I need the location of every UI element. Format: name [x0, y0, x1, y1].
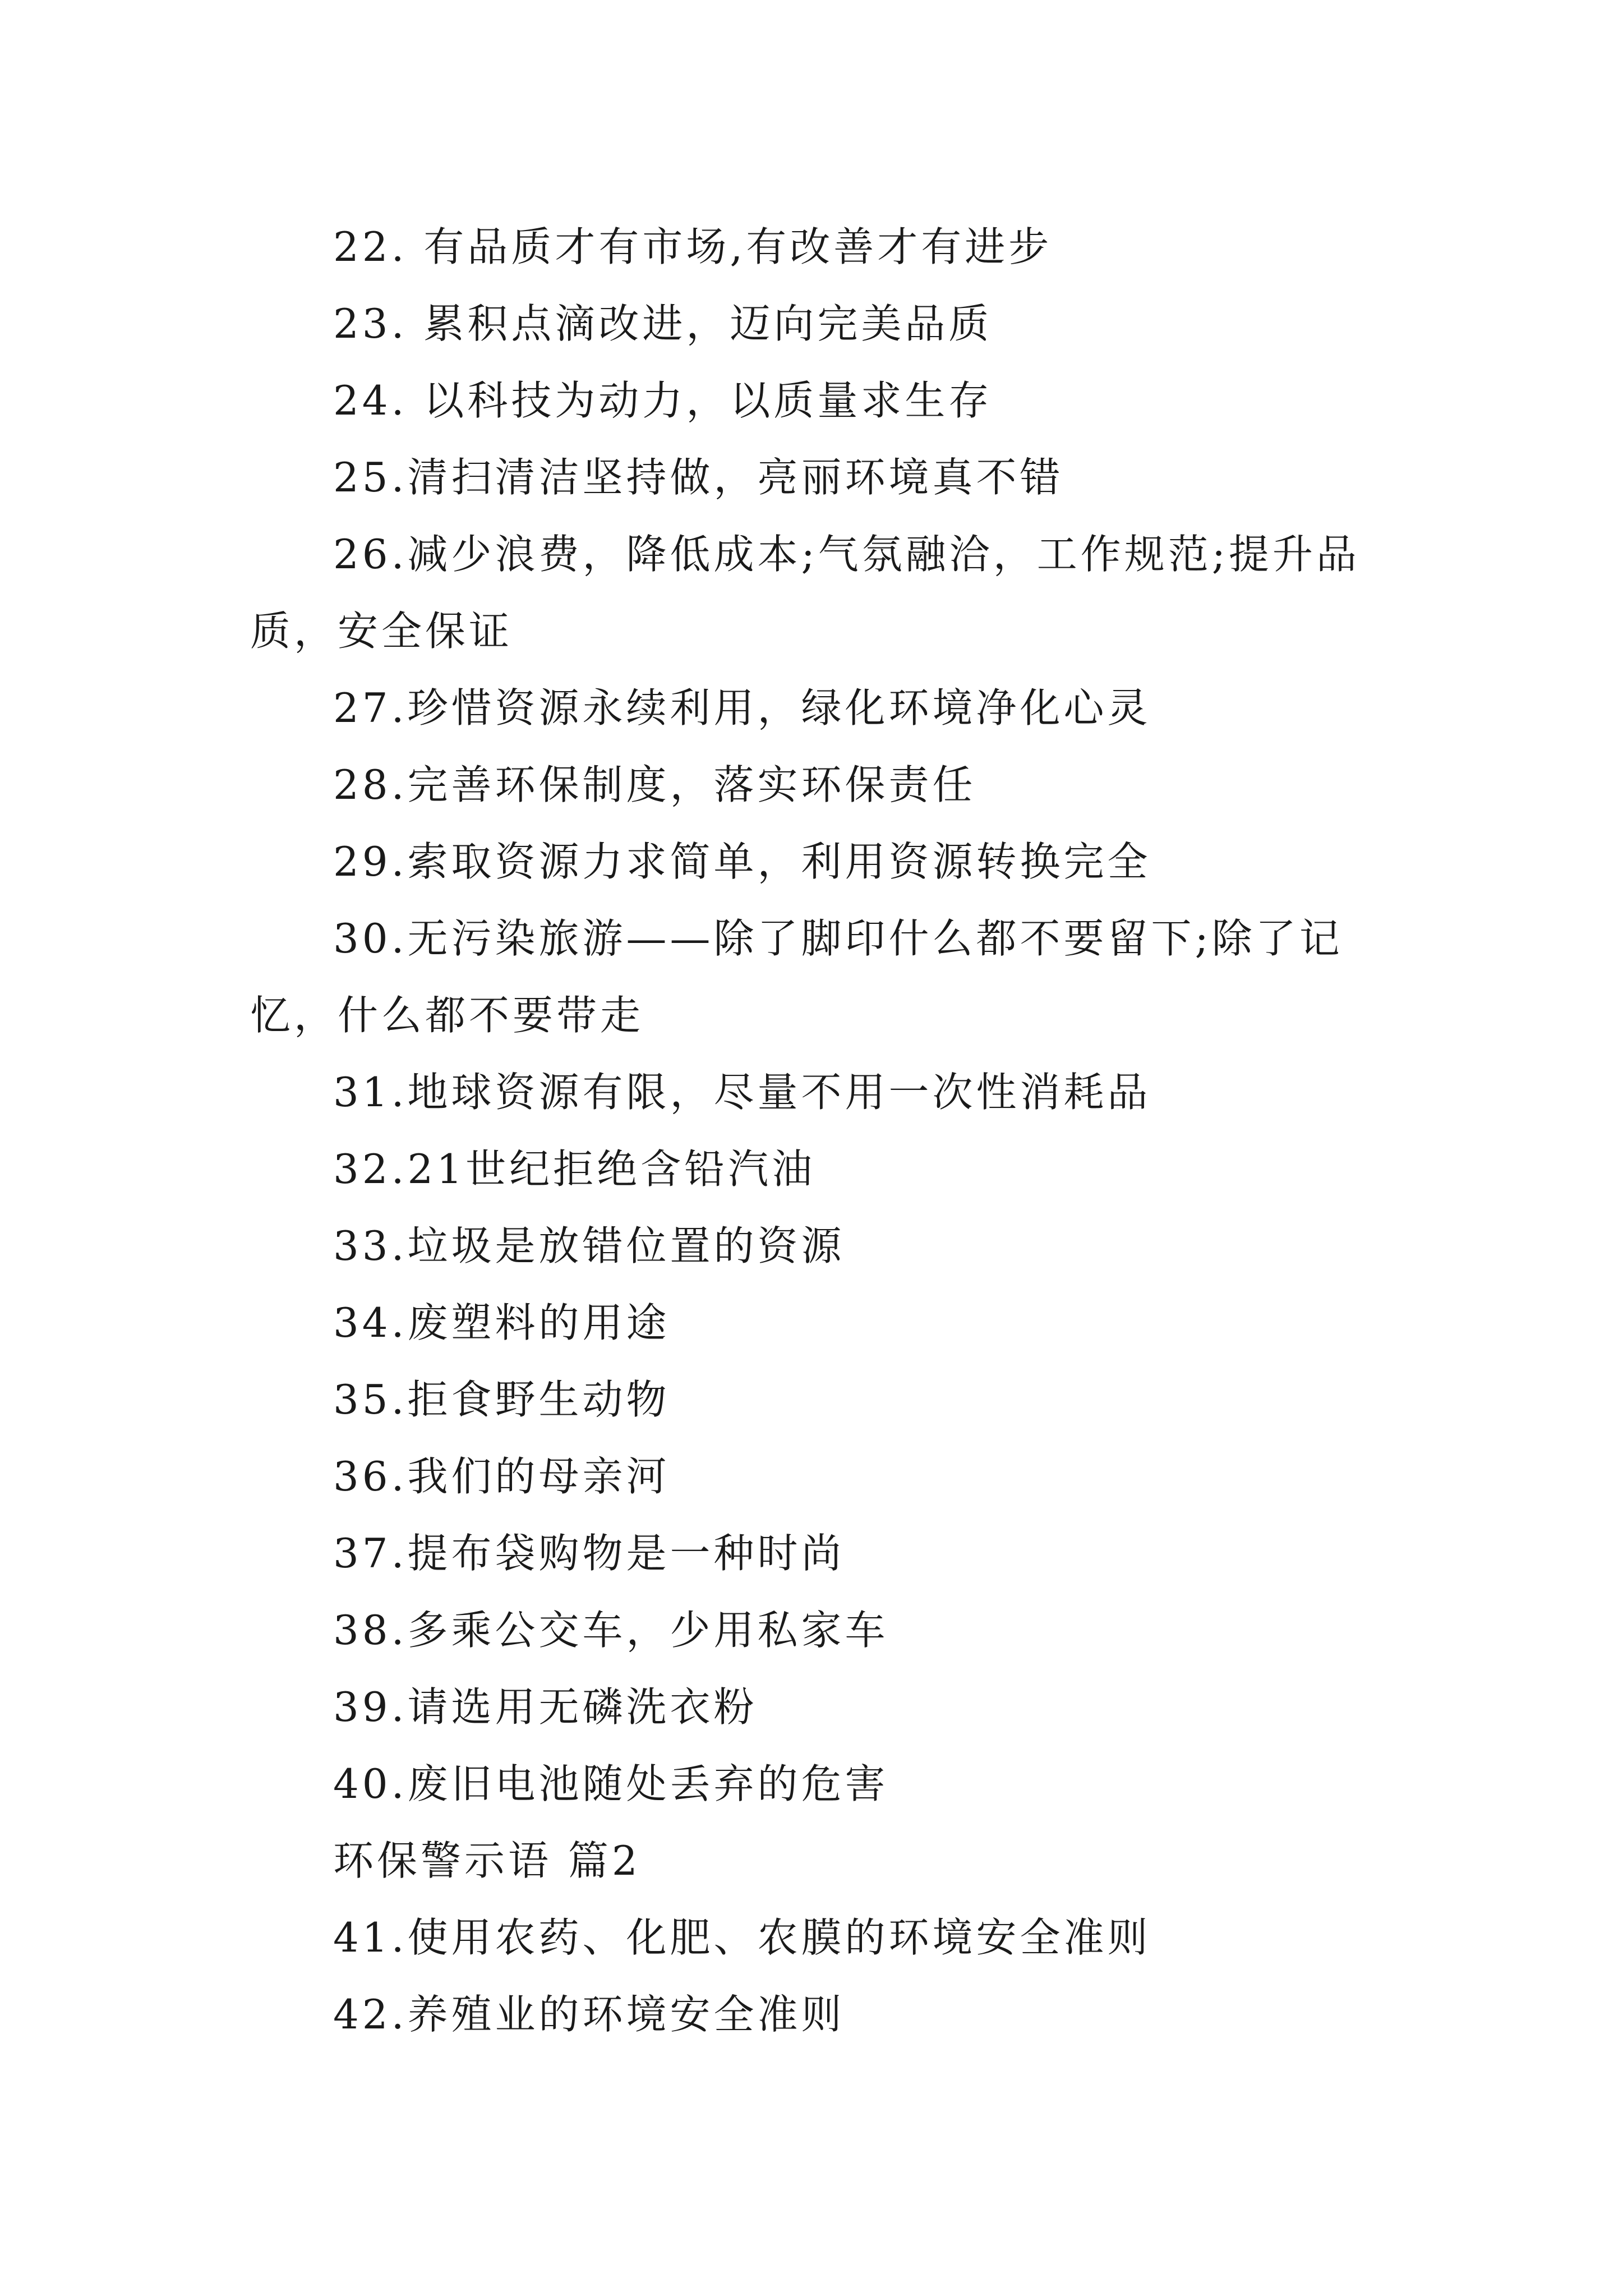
- slogan-line: 22. 有品质才有市场,有改善才有进步: [333, 223, 1053, 270]
- slogan-line: 35.拒食野生动物: [333, 1376, 670, 1423]
- slogan-line: 40.废旧电池随处丢弃的危害: [333, 1760, 889, 1807]
- slogan-line: 39.请选用无磷洗衣粉: [333, 1683, 758, 1731]
- document-body: [250, 209, 1377, 2053]
- slogan-line: 26.减少浪费，降低成本;气氛融洽，工作规范;提升品质，安全保证: [250, 531, 1361, 655]
- slogan-line: 28.完善环保制度，落实环保责任: [333, 761, 976, 808]
- slogan-line: 38.多乘公交车，少用私家车: [333, 1607, 889, 1654]
- slogan-line: 33.垃圾是放错位置的资源: [333, 1222, 845, 1269]
- slogan-line: 24. 以科技为动力，以质量求生存: [333, 377, 993, 424]
- slogan-line: 25.清扫清洁坚持做，亮丽环境真不错: [333, 454, 1064, 501]
- slogan-line: 37.提布袋购物是一种时尚: [333, 1530, 845, 1577]
- slogan-line: 32.21世纪拒绝含铅汽油: [333, 1145, 816, 1193]
- slogan-line: 42.养殖业的环境安全准则: [333, 1991, 845, 2038]
- slogan-line: 36.我们的母亲河: [333, 1453, 670, 1500]
- section-heading: 环保警示语 篇2: [333, 1837, 641, 1884]
- slogan-line: 30.无污染旅游——除了脚印什么都不要留下;除了记忆，什么都不要带走: [250, 915, 1343, 1039]
- slogan-line: 23. 累积点滴改进，迈向完美品质: [333, 300, 993, 347]
- slogan-line: 41.使用农药、化肥、农膜的环境安全准则: [333, 1914, 1151, 1961]
- slogan-line: 27.珍惜资源永续利用，绿化环境净化心灵: [333, 684, 1151, 731]
- slogan-line: 29.索取资源力求简单，利用资源转换完全: [333, 838, 1151, 885]
- slogan-line: 34.废塑料的用途: [333, 1299, 670, 1346]
- slogan-line: 31.地球资源有限，尽量不用一次性消耗品: [333, 1069, 1151, 1116]
